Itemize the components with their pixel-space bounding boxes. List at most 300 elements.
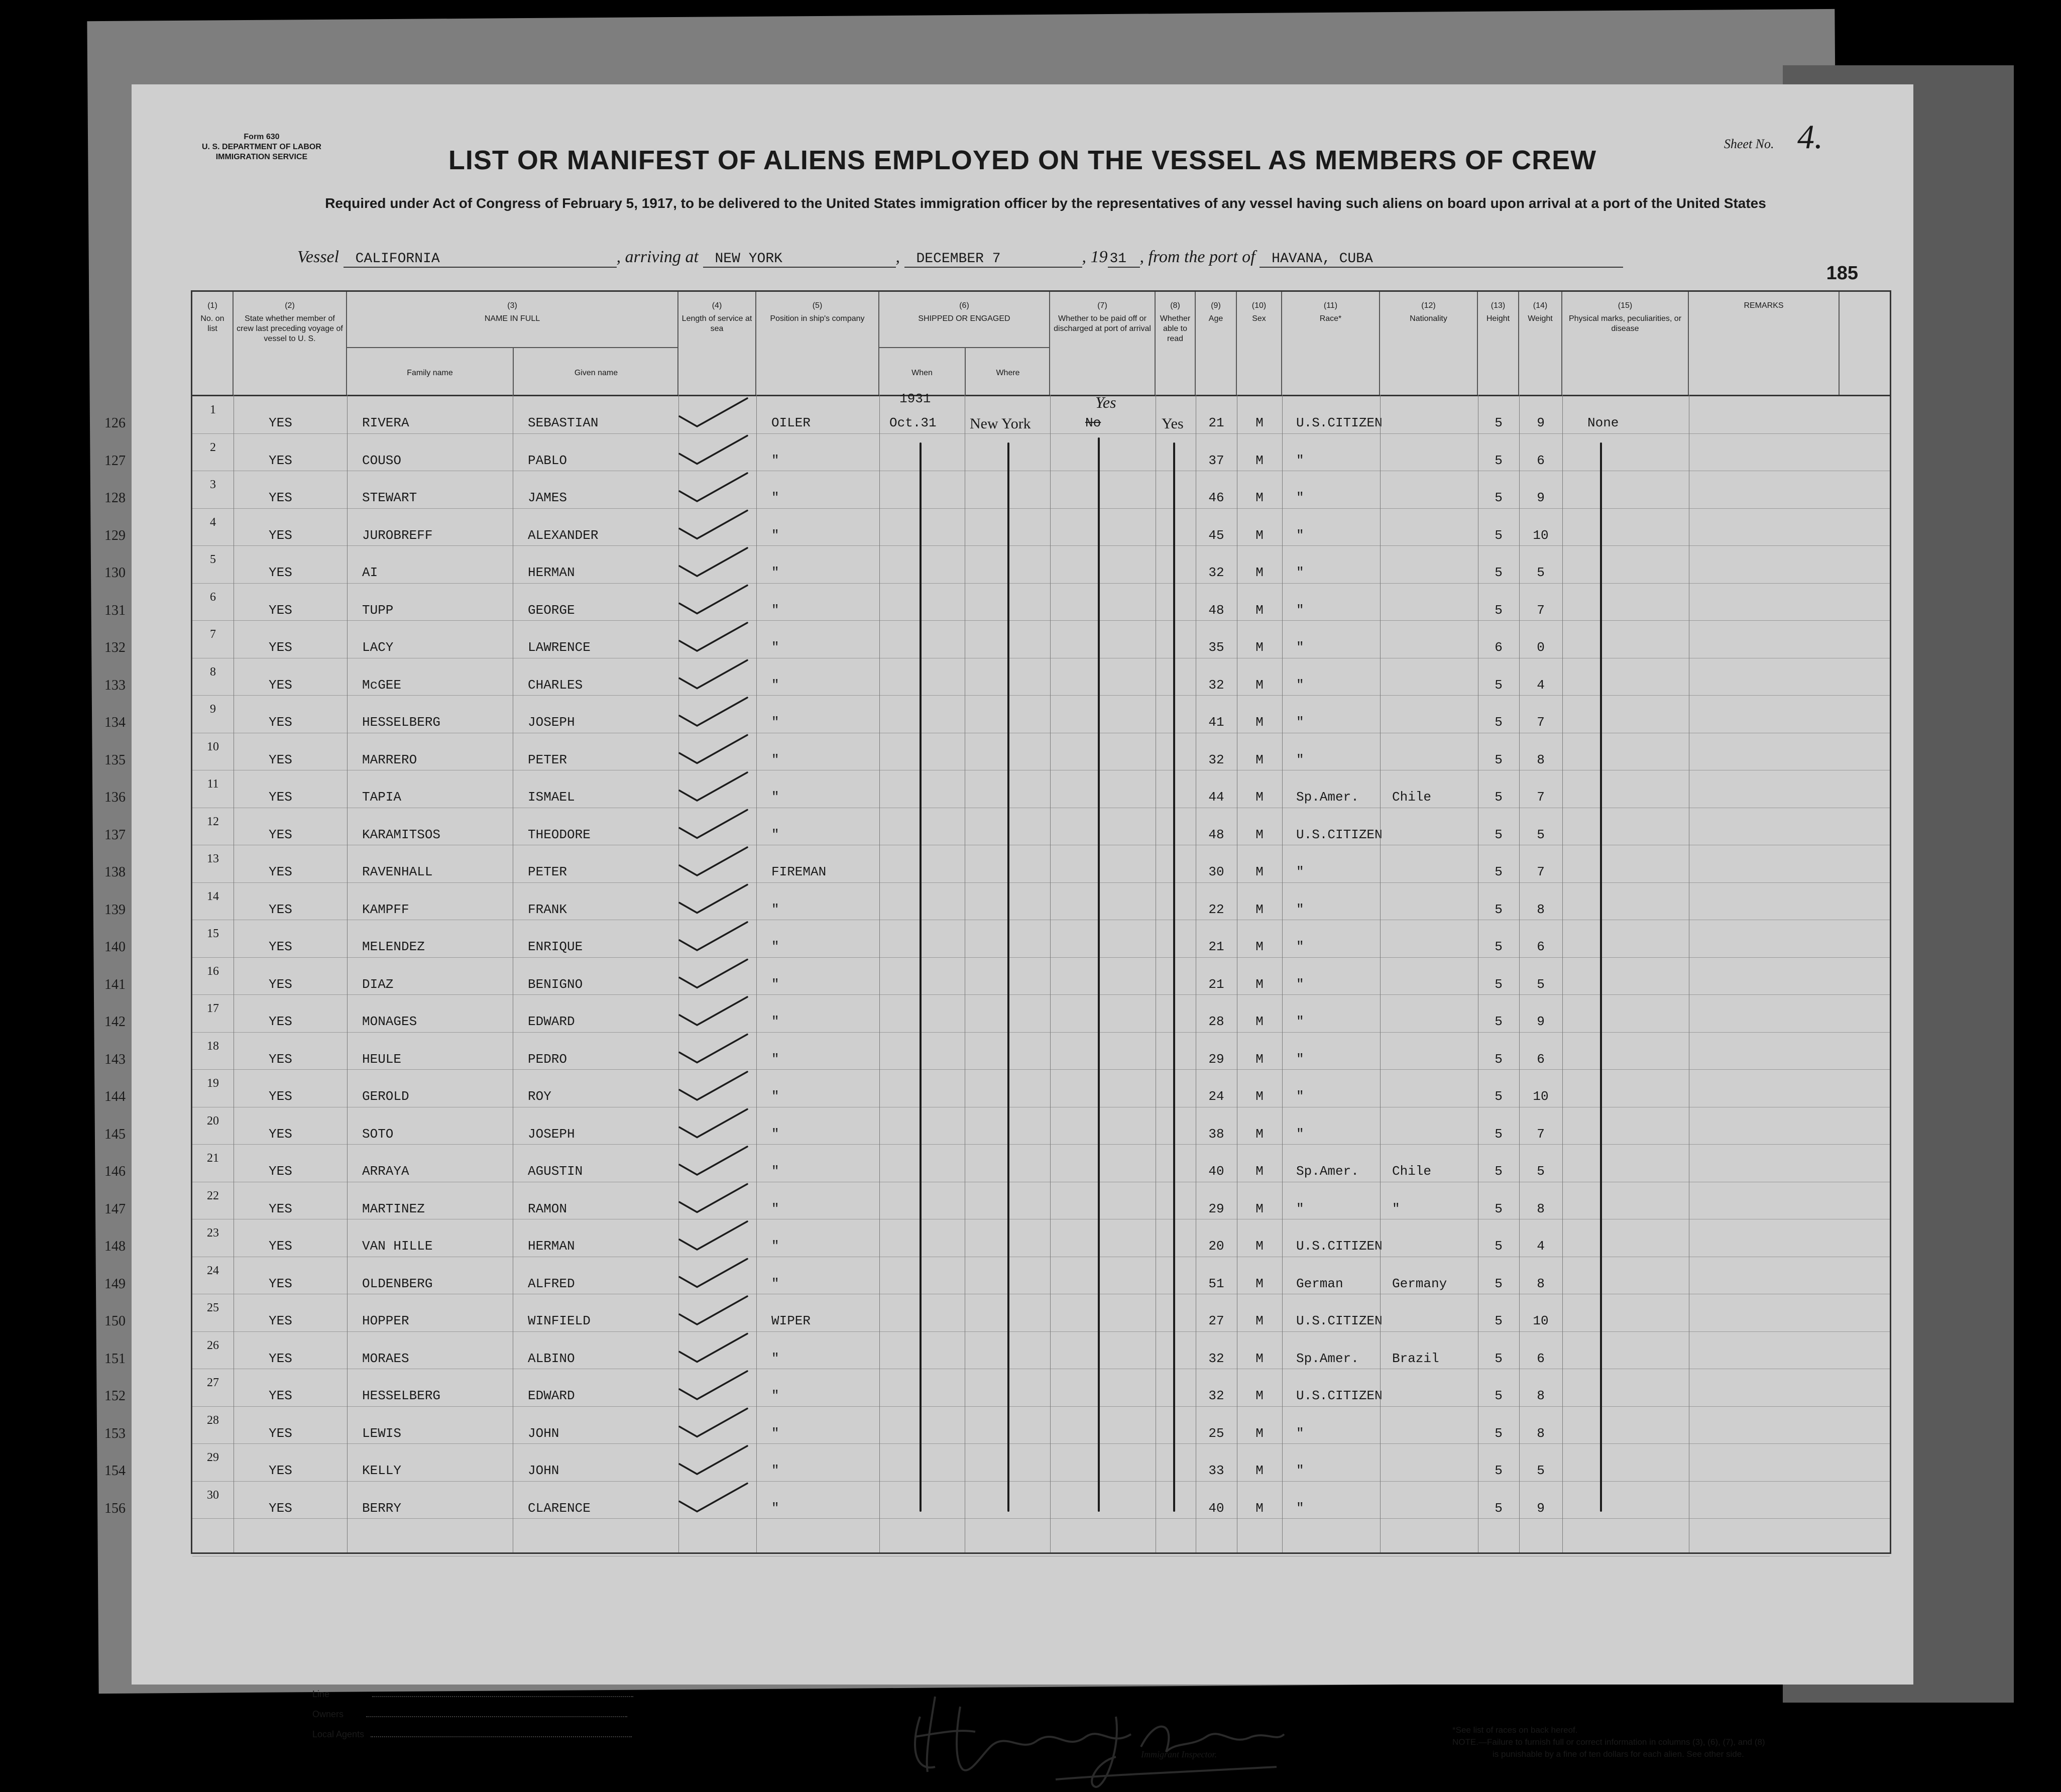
age-cell: 48 — [1208, 827, 1224, 842]
given-name-cell: PETER — [528, 864, 567, 879]
page-subtitle: Required under Act of Congress of February 5, 1917, to be delivered to the United States immigration officer by the representatives of any vessel having such aliens on board upon arrival at a port of the United States — [325, 195, 1766, 211]
row-number: 10 — [207, 740, 219, 753]
height-cell: 5 — [1495, 602, 1503, 618]
age-cell: 32 — [1208, 677, 1224, 693]
given-name-cell: BENIGNO — [528, 976, 583, 992]
column-label: Whether to be paid off or discharged at port of arrival — [1054, 314, 1151, 333]
given-name-cell: PETER — [528, 752, 567, 767]
table-row — [104, 391, 1890, 434]
height-cell: 5 — [1495, 976, 1503, 992]
position-cell: " — [771, 490, 779, 505]
family-name-cell: HOPPER — [362, 1313, 409, 1328]
manifest-line-number: 149 — [104, 1276, 126, 1292]
family-name-cell: KELLY — [362, 1463, 402, 1478]
race-cell: U.S.CITIZEN — [1296, 827, 1383, 842]
given-name-cell: ALBINO — [528, 1351, 575, 1366]
position-cell: " — [771, 1051, 779, 1067]
prev-voyage-cell: YES — [269, 490, 292, 505]
weight-cell: 0 — [1537, 640, 1545, 655]
column-header — [1478, 292, 1519, 395]
given-name-cell: CHARLES — [528, 677, 583, 693]
column-label: NAME IN FULL — [484, 314, 540, 323]
height-cell: 5 — [1495, 790, 1503, 805]
age-cell: 46 — [1208, 490, 1224, 505]
height-cell: 5 — [1495, 1313, 1503, 1328]
given-name-cell: EDWARD — [528, 1388, 575, 1403]
column-label: Height — [1486, 314, 1510, 323]
table-row — [104, 1369, 1890, 1407]
row-number: 15 — [207, 927, 219, 940]
footer-lines — [312, 1684, 633, 1744]
agents-field — [371, 1736, 632, 1737]
family-name-cell: RIVERA — [362, 415, 409, 430]
from-port-value: HAVANA, CUBA — [1259, 251, 1623, 268]
family-name-cell: OLDENBERG — [362, 1276, 433, 1291]
race-cell: " — [1296, 1051, 1304, 1067]
table-row — [104, 471, 1890, 509]
owners-label: Owners — [312, 1709, 344, 1719]
given-name-cell: FRANK — [528, 902, 567, 917]
column-label: Sex — [1252, 314, 1266, 323]
position-cell: " — [771, 1425, 779, 1441]
height-cell: 5 — [1495, 1500, 1503, 1516]
weight-cell: 8 — [1537, 752, 1545, 767]
prev-voyage-cell: YES — [269, 1164, 292, 1179]
race-cell: U.S.CITIZEN — [1296, 1388, 1383, 1403]
given-name-cell: LAWRENCE — [528, 640, 591, 655]
position-cell: " — [771, 1463, 779, 1478]
column-header — [879, 292, 1050, 395]
position-cell: " — [771, 565, 779, 580]
row-number: 13 — [207, 852, 219, 865]
crew-table — [104, 290, 1891, 1554]
column-label: Position in ship's company — [770, 314, 865, 323]
weight-cell: 10 — [1533, 1313, 1549, 1328]
row-number: 11 — [207, 777, 219, 791]
race-cell: U.S.CITIZEN — [1296, 415, 1383, 430]
row-number: 17 — [207, 1002, 219, 1015]
column-number: (11) — [1323, 301, 1338, 310]
prev-voyage-cell: YES — [269, 976, 292, 992]
prev-voyage-cell: YES — [269, 1201, 292, 1216]
race-cell: " — [1296, 640, 1304, 655]
column-label: Whether able to read — [1160, 314, 1191, 343]
race-cell: Sp.Amer. — [1296, 1164, 1359, 1179]
manifest-line-number: 142 — [104, 1014, 126, 1030]
row-number: 29 — [207, 1451, 219, 1464]
vessel-label: Vessel — [297, 248, 339, 266]
age-cell: 21 — [1208, 415, 1224, 430]
given-name-cell: JOSEPH — [528, 715, 575, 730]
row-number: 1 — [210, 403, 216, 416]
table-row — [104, 1407, 1890, 1444]
manifest-line-number: 129 — [104, 527, 126, 543]
shipped-year-cell: 1931 — [899, 391, 931, 406]
column-label: Nationality — [1410, 314, 1447, 323]
column-number: (14) — [1533, 301, 1548, 310]
prev-voyage-cell: YES — [269, 1239, 292, 1254]
age-cell: 29 — [1208, 1201, 1224, 1216]
weight-cell: 8 — [1537, 1425, 1545, 1441]
prev-voyage-cell: YES — [269, 790, 292, 805]
table-row — [104, 1332, 1890, 1370]
race-cell: " — [1296, 1500, 1304, 1516]
column-rule — [347, 395, 348, 1552]
row-number: 16 — [207, 964, 219, 978]
height-cell: 5 — [1495, 939, 1503, 954]
year-value: 31 — [1108, 251, 1140, 268]
table-row — [104, 995, 1890, 1033]
sex-cell: M — [1255, 1089, 1264, 1104]
table-row — [104, 509, 1890, 546]
column-header — [756, 292, 879, 395]
column-header — [1519, 292, 1562, 395]
sex-cell: M — [1255, 827, 1264, 842]
height-cell: 5 — [1495, 1239, 1503, 1254]
race-cell: " — [1296, 490, 1304, 505]
height-cell: 6 — [1495, 640, 1503, 655]
age-cell: 28 — [1208, 1014, 1224, 1029]
table-row — [104, 1070, 1890, 1107]
prev-voyage-cell: YES — [269, 752, 292, 767]
family-name-cell: ARRAYA — [362, 1164, 409, 1179]
column-number: (4) — [712, 301, 722, 310]
column-header — [1196, 292, 1237, 395]
race-cell: Sp.Amer. — [1296, 790, 1359, 805]
table-row — [104, 1145, 1890, 1182]
prev-voyage-cell: YES — [269, 677, 292, 693]
family-name-cell: COUSO — [362, 453, 402, 468]
age-cell: 33 — [1208, 1463, 1224, 1478]
manifest-line-number: 150 — [104, 1313, 126, 1329]
age-cell: 25 — [1208, 1425, 1224, 1441]
position-cell: " — [771, 1164, 779, 1179]
column-label: Length of service at sea — [681, 314, 752, 333]
weight-cell: 4 — [1537, 1239, 1545, 1254]
given-name-cell: PEDRO — [528, 1051, 567, 1067]
column-label: Race* — [1319, 314, 1342, 323]
height-cell: 5 — [1495, 415, 1503, 430]
service-name: IMMIGRATION SERVICE — [215, 153, 308, 161]
position-cell: " — [771, 790, 779, 805]
given-name-cell: CLARENCE — [528, 1500, 591, 1516]
row-number: 30 — [207, 1488, 219, 1502]
race-cell: U.S.CITIZEN — [1296, 1313, 1383, 1328]
manifest-line-number: 134 — [104, 715, 126, 730]
age-cell: 24 — [1208, 1089, 1224, 1104]
prev-voyage-cell: YES — [269, 864, 292, 879]
family-name-cell: HESSELBERG — [362, 715, 441, 730]
row-number: 7 — [210, 628, 216, 641]
column-subheader: Family name — [347, 347, 513, 395]
weight-cell: 7 — [1537, 602, 1545, 618]
height-cell: 5 — [1495, 864, 1503, 879]
given-name-cell: PABLO — [528, 453, 567, 468]
given-name-cell: HERMAN — [528, 1239, 575, 1254]
note-penalty: NOTE.—Failure to furnish full or correct information in columns (3), (6), (7), and (8) — [1452, 1737, 1765, 1747]
family-name-cell: MARRERO — [362, 752, 417, 767]
manifest-line-number: 153 — [104, 1425, 126, 1441]
column-header — [1156, 292, 1196, 395]
manifest-line-number: 135 — [104, 752, 126, 768]
column-subheader: Where — [965, 347, 1050, 395]
weight-cell: 6 — [1537, 453, 1545, 468]
height-cell: 5 — [1495, 1089, 1503, 1104]
weight-cell: 9 — [1537, 1014, 1545, 1029]
manifest-line-number: 146 — [104, 1164, 126, 1179]
column-label: REMARKS — [1744, 301, 1784, 310]
race-cell: " — [1296, 527, 1304, 543]
age-cell: 29 — [1208, 1051, 1224, 1067]
table-row — [104, 1482, 1890, 1519]
column-number: (7) — [1097, 301, 1107, 310]
row-number: 23 — [207, 1226, 219, 1240]
vessel-value: CALIFORNIA — [343, 251, 617, 268]
age-cell: 32 — [1208, 1351, 1224, 1366]
height-cell: 5 — [1495, 1014, 1503, 1029]
weight-cell: 5 — [1537, 1164, 1545, 1179]
sex-cell: M — [1255, 1351, 1264, 1366]
weight-cell: 7 — [1537, 1126, 1545, 1142]
manifest-line-number: 128 — [104, 490, 126, 506]
column-rule — [1562, 395, 1563, 1552]
table-row — [104, 845, 1890, 883]
prev-voyage-cell: YES — [269, 1388, 292, 1403]
column-number: (15) — [1618, 301, 1633, 310]
height-cell: 5 — [1495, 527, 1503, 543]
family-name-cell: LEWIS — [362, 1425, 402, 1441]
sex-cell: M — [1255, 1164, 1264, 1179]
weight-cell: 5 — [1537, 827, 1545, 842]
position-cell: " — [771, 1014, 779, 1029]
position-cell: " — [771, 1201, 779, 1216]
prev-voyage-cell: YES — [269, 1014, 292, 1029]
weight-cell: 4 — [1537, 677, 1545, 693]
age-cell: 51 — [1208, 1276, 1224, 1291]
row-number: 22 — [207, 1189, 219, 1202]
manifest-line-number: 151 — [104, 1351, 126, 1367]
sex-cell: M — [1255, 640, 1264, 655]
given-name-cell: JOSEPH — [528, 1126, 575, 1142]
height-cell: 5 — [1495, 1463, 1503, 1478]
sex-cell: M — [1255, 1239, 1264, 1254]
family-name-cell: TUPP — [362, 602, 394, 618]
table-body — [104, 391, 1890, 1556]
column-header — [1689, 292, 1840, 395]
height-cell: 5 — [1495, 1126, 1503, 1142]
prev-voyage-cell: YES — [269, 602, 292, 618]
age-cell: 21 — [1208, 939, 1224, 954]
given-name-cell: ROY — [528, 1089, 551, 1104]
given-name-cell: JAMES — [528, 490, 567, 505]
sex-cell: M — [1255, 1463, 1264, 1478]
age-cell: 32 — [1208, 1388, 1224, 1403]
race-cell: " — [1296, 453, 1304, 468]
family-name-cell: MARTINEZ — [362, 1201, 425, 1216]
race-cell: " — [1296, 752, 1304, 767]
owners-field — [366, 1716, 627, 1717]
sex-cell: M — [1255, 453, 1264, 468]
weight-cell: 7 — [1537, 715, 1545, 730]
position-cell: " — [771, 453, 779, 468]
position-cell: " — [771, 939, 779, 954]
weight-cell: 8 — [1537, 902, 1545, 917]
family-name-cell: LACY — [362, 640, 394, 655]
age-cell: 40 — [1208, 1164, 1224, 1179]
family-name-cell: SOTO — [362, 1126, 394, 1142]
weight-cell: 7 — [1537, 790, 1545, 805]
family-name-cell: McGEE — [362, 677, 402, 693]
sex-cell: M — [1255, 1276, 1264, 1291]
note-races: *See list of races on back hereof. — [1452, 1725, 1578, 1735]
race-cell: " — [1296, 1089, 1304, 1104]
row-number: 26 — [207, 1338, 219, 1352]
position-cell: " — [771, 1276, 779, 1291]
sex-cell: M — [1255, 939, 1264, 954]
row-number: 2 — [210, 440, 216, 454]
prev-voyage-cell: YES — [269, 1313, 292, 1328]
height-cell: 5 — [1495, 565, 1503, 580]
weight-cell: 6 — [1537, 1351, 1545, 1366]
prev-voyage-cell: YES — [269, 1089, 292, 1104]
year-prefix: 19 — [1090, 248, 1108, 266]
row-number: 9 — [210, 703, 216, 716]
column-header — [192, 292, 234, 395]
table-row — [104, 1107, 1890, 1145]
column-rule — [678, 395, 679, 1552]
date-value: DECEMBER 7 — [904, 251, 1082, 268]
age-cell: 38 — [1208, 1126, 1224, 1142]
row-number: 3 — [210, 478, 216, 491]
column-number: (9) — [1211, 301, 1221, 310]
table-row — [104, 434, 1890, 472]
table-row — [104, 621, 1890, 658]
position-cell: " — [771, 1351, 779, 1366]
row-number: 25 — [207, 1301, 219, 1314]
height-cell: 5 — [1495, 1164, 1503, 1179]
nationality-cell: Germany — [1392, 1276, 1447, 1291]
prev-voyage-cell: YES — [269, 1351, 292, 1366]
weight-cell: 8 — [1537, 1388, 1545, 1403]
family-name-cell: JUROBREFF — [362, 527, 433, 543]
department-name: U. S. DEPARTMENT OF LABOR — [202, 143, 321, 151]
family-name-cell: DIAZ — [362, 976, 394, 992]
column-header — [678, 292, 756, 395]
column-subheader: When — [879, 347, 965, 395]
given-name-cell: WINFIELD — [528, 1313, 591, 1328]
weight-cell: 8 — [1537, 1201, 1545, 1216]
given-name-cell: ALFRED — [528, 1276, 575, 1291]
table-row — [104, 920, 1890, 958]
table-row — [104, 1182, 1890, 1220]
race-cell: " — [1296, 1425, 1304, 1441]
position-cell: " — [771, 1500, 779, 1516]
prev-voyage-cell: YES — [269, 902, 292, 917]
row-number: 24 — [207, 1264, 219, 1277]
race-cell: " — [1296, 565, 1304, 580]
family-name-cell: MORAES — [362, 1351, 409, 1366]
weight-cell: 9 — [1537, 1500, 1545, 1516]
sex-cell: M — [1255, 602, 1264, 618]
race-cell: " — [1296, 1201, 1304, 1216]
table-row — [104, 546, 1890, 584]
manifest-line-number: 139 — [104, 902, 126, 918]
given-name-cell: ENRIQUE — [528, 939, 583, 954]
nationality-cell: " — [1392, 1201, 1400, 1216]
column-rule — [1050, 395, 1051, 1552]
table-row — [104, 584, 1890, 621]
shipped-when-cell: Oct.31 — [889, 415, 937, 430]
race-cell: " — [1296, 864, 1304, 879]
position-cell: WIPER — [771, 1313, 811, 1328]
manifest-sheet — [104, 84, 1913, 1759]
position-cell: " — [771, 827, 779, 842]
position-cell: FIREMAN — [771, 864, 827, 879]
race-cell: " — [1296, 715, 1304, 730]
given-name-cell: AGUSTIN — [528, 1164, 583, 1179]
inspector-label: Immigrant Inspector. — [1141, 1749, 1217, 1759]
column-label: Weight — [1528, 314, 1553, 323]
column-number: (8) — [1170, 301, 1180, 310]
prev-voyage-cell: YES — [269, 827, 292, 842]
table-row — [104, 1444, 1890, 1482]
prev-voyage-cell: YES — [269, 640, 292, 655]
race-cell: " — [1296, 1463, 1304, 1478]
age-cell: 32 — [1208, 752, 1224, 767]
weight-cell: 5 — [1537, 1463, 1545, 1478]
column-number: (13) — [1491, 301, 1506, 310]
manifest-line-number: 141 — [104, 976, 126, 992]
family-name-cell: GEROLD — [362, 1089, 409, 1104]
arriving-label: , arriving at — [616, 248, 699, 266]
column-header — [1562, 292, 1689, 395]
position-cell: " — [771, 752, 779, 767]
height-cell: 5 — [1495, 752, 1503, 767]
race-cell: " — [1296, 602, 1304, 618]
page-title: LIST OR MANIFEST OF ALIENS EMPLOYED ON THE VESSEL AS MEMBERS OF CREW — [448, 145, 1597, 175]
sheet-label: Sheet No. — [1724, 137, 1774, 151]
position-cell: OILER — [771, 415, 811, 430]
column-rule — [1380, 395, 1381, 1552]
given-name-cell: ISMAEL — [528, 790, 575, 805]
column-number: (12) — [1421, 301, 1436, 310]
sex-cell: M — [1255, 715, 1264, 730]
column-number: (10) — [1251, 301, 1267, 310]
sex-cell: M — [1255, 1388, 1264, 1403]
row-number: 27 — [207, 1376, 219, 1389]
sex-cell: M — [1255, 752, 1264, 767]
manifest-line-number: 145 — [104, 1126, 126, 1142]
row-number: 14 — [207, 889, 219, 903]
age-cell: 32 — [1208, 565, 1224, 580]
given-name-cell: ALEXANDER — [528, 527, 599, 543]
age-cell: 45 — [1208, 527, 1224, 543]
prev-voyage-cell: YES — [269, 1051, 292, 1067]
row-number: 28 — [207, 1413, 219, 1427]
row-number: 4 — [210, 515, 216, 529]
age-cell: 21 — [1208, 976, 1224, 992]
table-row — [104, 1033, 1890, 1070]
height-cell: 5 — [1495, 1388, 1503, 1403]
manifest-line-number: 144 — [104, 1089, 126, 1104]
prev-voyage-cell: YES — [269, 1500, 292, 1516]
age-cell: 27 — [1208, 1313, 1224, 1328]
sex-cell: M — [1255, 1126, 1264, 1142]
given-name-cell: JOHN — [528, 1463, 559, 1478]
height-cell: 5 — [1495, 1276, 1503, 1291]
sex-cell: M — [1255, 415, 1264, 430]
race-cell: " — [1296, 939, 1304, 954]
